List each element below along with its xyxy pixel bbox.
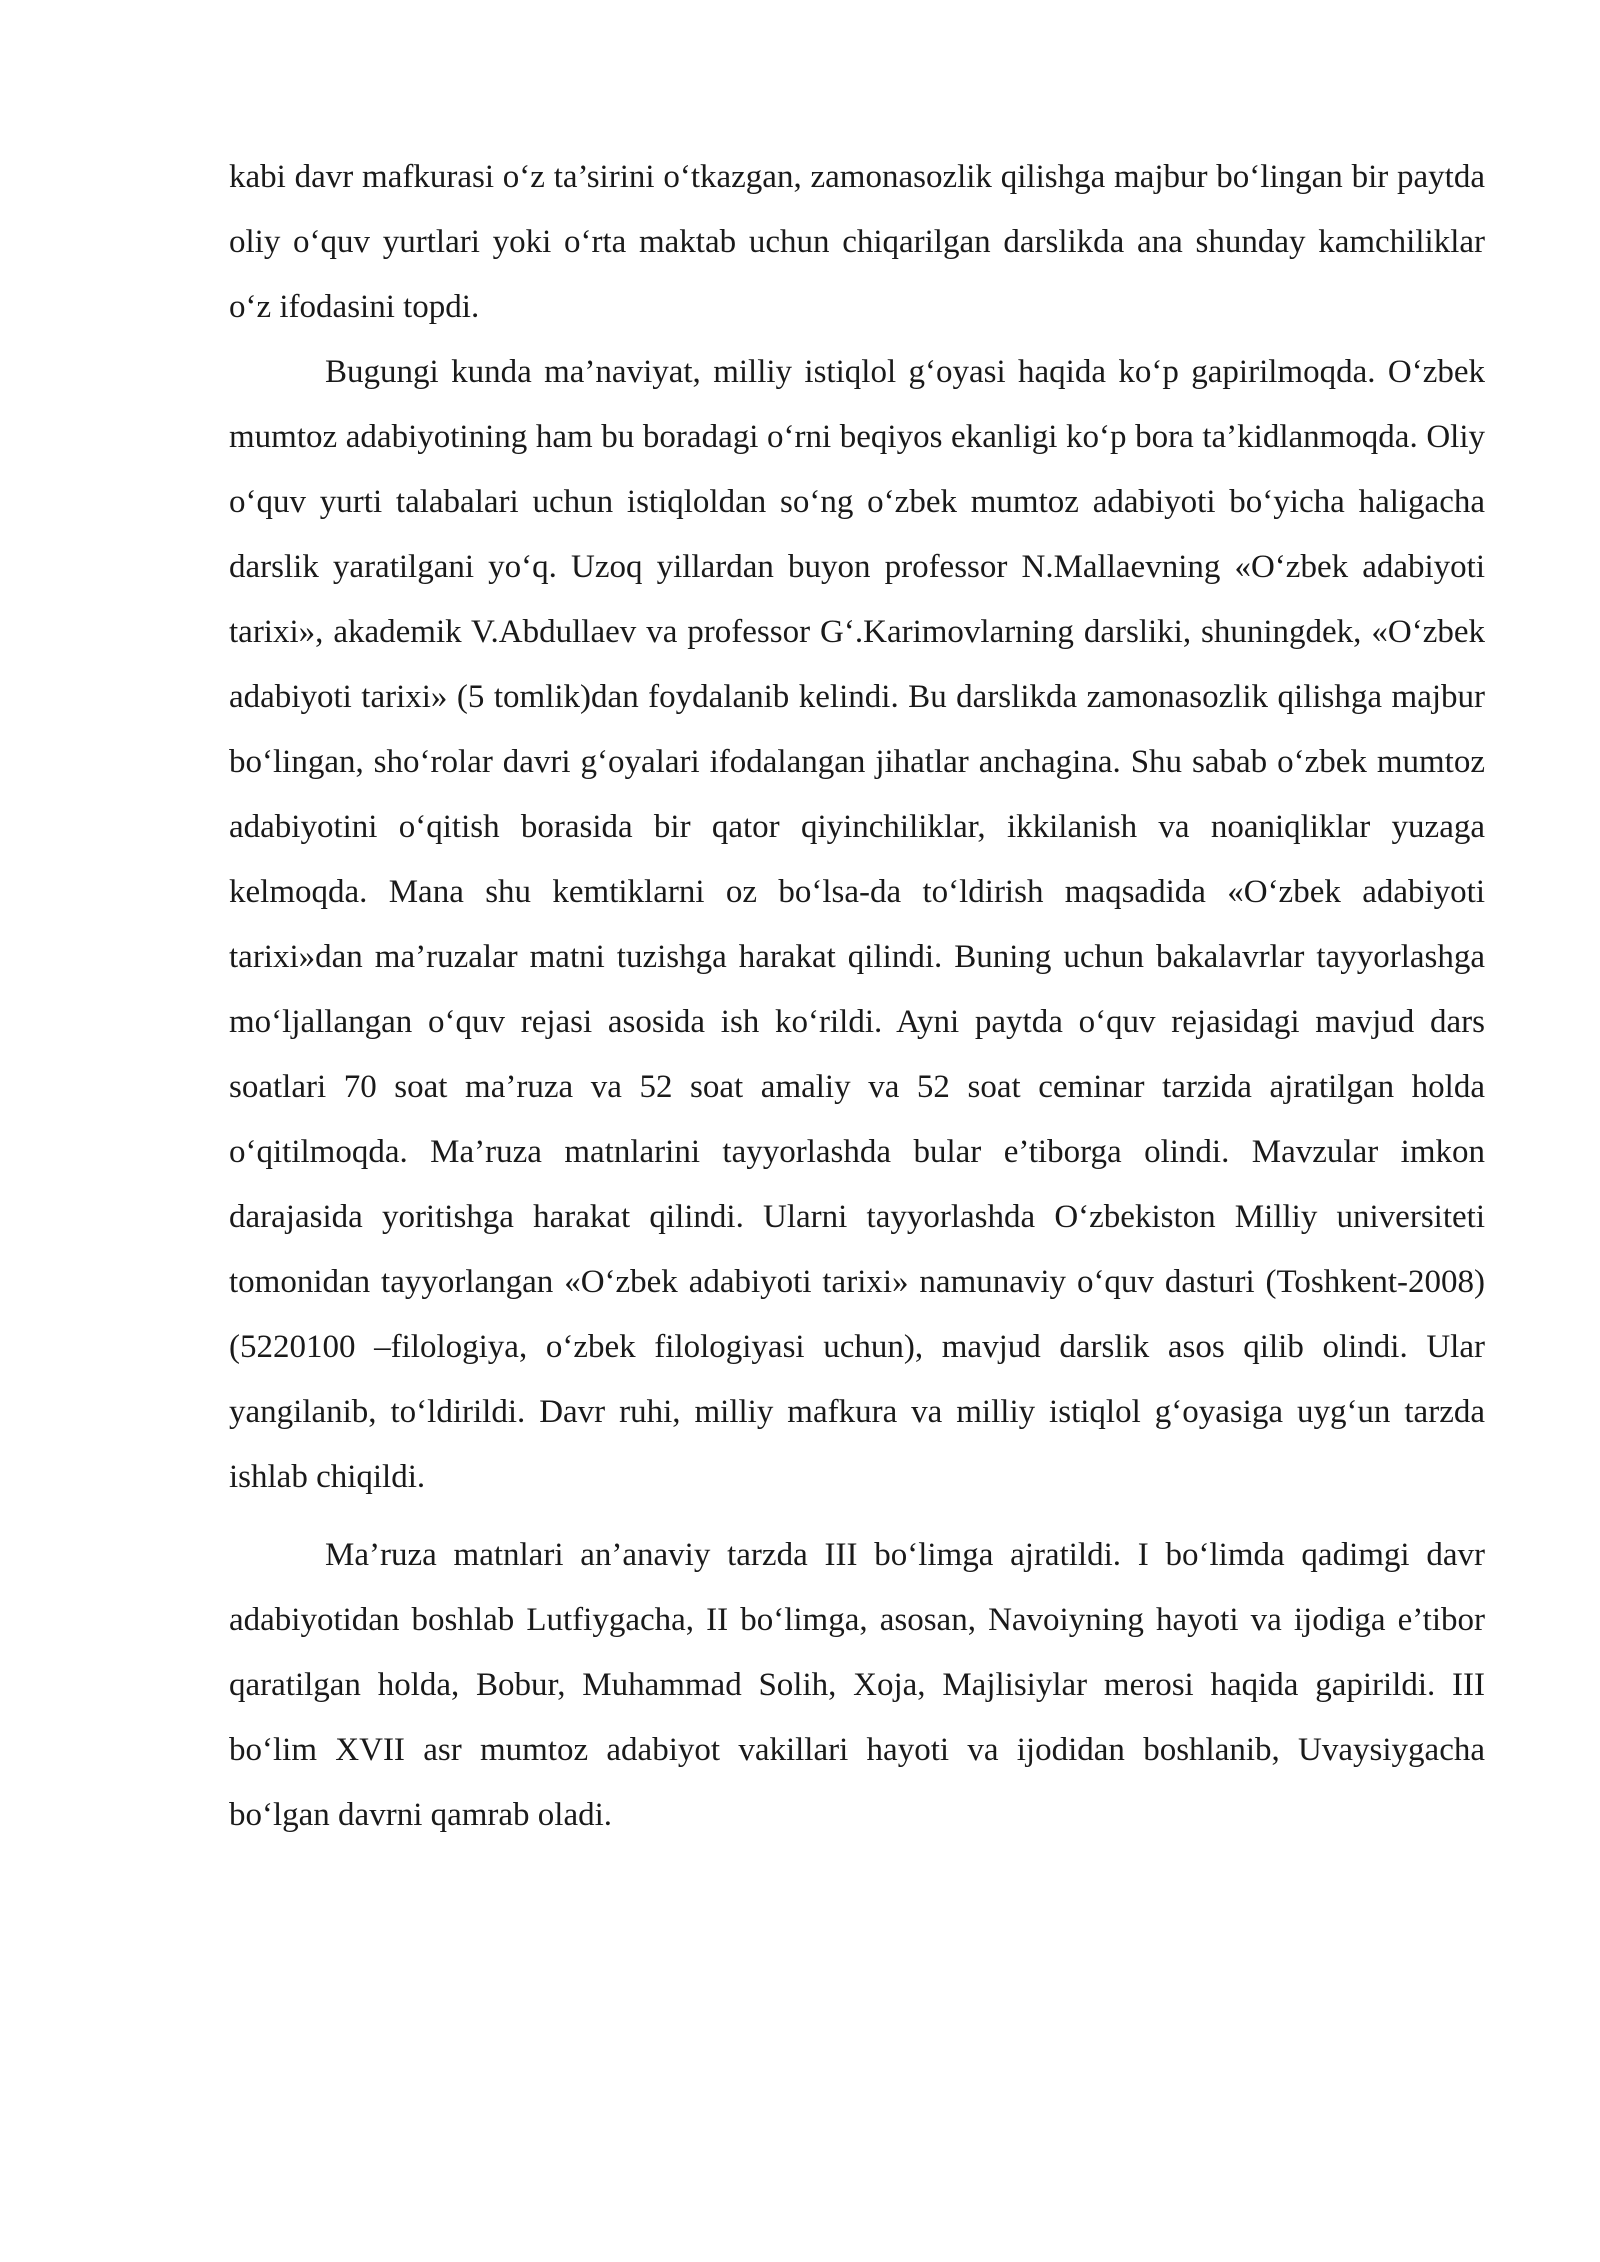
paragraph-1: kabi davr mafkurasi o‘z ta’sirini o‘tkazgan, zamonasozlik qilishga majbur bo‘lingan bir paytda oliy o‘quv yurtlari yoki o‘rta maktab uchun chiqarilgan darslikda ana shunday kamchiliklar o‘z ifodasini topdi. <box>229 159 1485 325</box>
paragraph-2: Bugungi kunda ma’naviyat, milliy istiqlol g‘oyasi haqida ko‘p gapirilmoqda. O‘zbek mumtoz adabiyotining ham bu boradagi o‘rni beqiyos ekanligi ko‘p bora ta’kidlanmoqda. Oliy o‘quv yurti talabalari uchun istiqloldan so‘ng o‘zbek mumtoz adabiyoti bo‘yicha haligacha darslik yaratilgani yo‘q. Uzoq yillardan buyon professor N.Mallaevning «O‘zbek adabiyoti tarixi», akademik V.Abdullaev va professor G‘.Karimovlarning darsliki, shuningdek, «O‘zbek adabiyoti tarixi» (5 tomlik)dan foydalanib kelindi. Bu darslikda zamonasozlik qilishga majbur bo‘lingan, sho‘rolar davri g‘oyalari ifodalangan jihatlar anchagina. Shu sabab o‘zbek mumtoz adabiyotini o‘qitish borasida bir qator qiyinchiliklar, ikkilanish va noaniqliklar yuzaga kelmoqda. Mana shu kemtiklarni oz bo‘lsa-da to‘ldirish maqsadida «O‘zbek adabiyoti tarixi»dan ma’ruzalar matni tuzishga harakat qilindi. Buning uchun bakalavrlar tayyorlashga mo‘ljallangan o‘quv rejasi asosida ish ko‘rildi. Ayni paytda o‘quv rejasidagi mavjud dars soatlari 70 soat ma’ruza va 52 soat amaliy va 52 soat ceminar tarzida ajratilgan holda o‘qitilmoqda. Ma’ruza matnlarini tayyorlashda bular e’tiborga olindi. Mavzular imkon darajasida yoritishga harakat qilindi. Ularni tayyorlashda O‘zbekiston Milliy universiteti tomonidan tayyorlangan «O‘zbek adabiyoti tarixi» namunaviy o‘quv dasturi (Toshkent-2008) (5220100 –filologiya, o‘zbek filologiyasi uchun), mavjud darslik asos qilib olindi. Ular yangilanib, to‘ldirildi. Davr ruhi, milliy mafkura va milliy istiqlol g‘oyasiga uyg‘un tarzda ishlab chiqildi. <box>229 354 1485 1495</box>
paragraph-3: Ma’ruza matnlari an’anaviy tarzda III bo‘limga ajratildi. I bo‘limda qadimgi davr adabiyotidan boshlab Lutfiygacha, II bo‘limga, asosan, Navoiyning hayoti va ijodiga e’tibor qaratilgan holda, Bobur, Muhammad Solih, Xoja, Majlisiylar merosi haqida gapirildi. III bo‘lim XVII asr mumtoz adabiyot vakillari hayoti va ijodidan boshlanib, Uvaysiygacha bo‘lgan davrni qamrab oladi. <box>229 1537 1485 1833</box>
body-text <box>229 145 1485 1848</box>
